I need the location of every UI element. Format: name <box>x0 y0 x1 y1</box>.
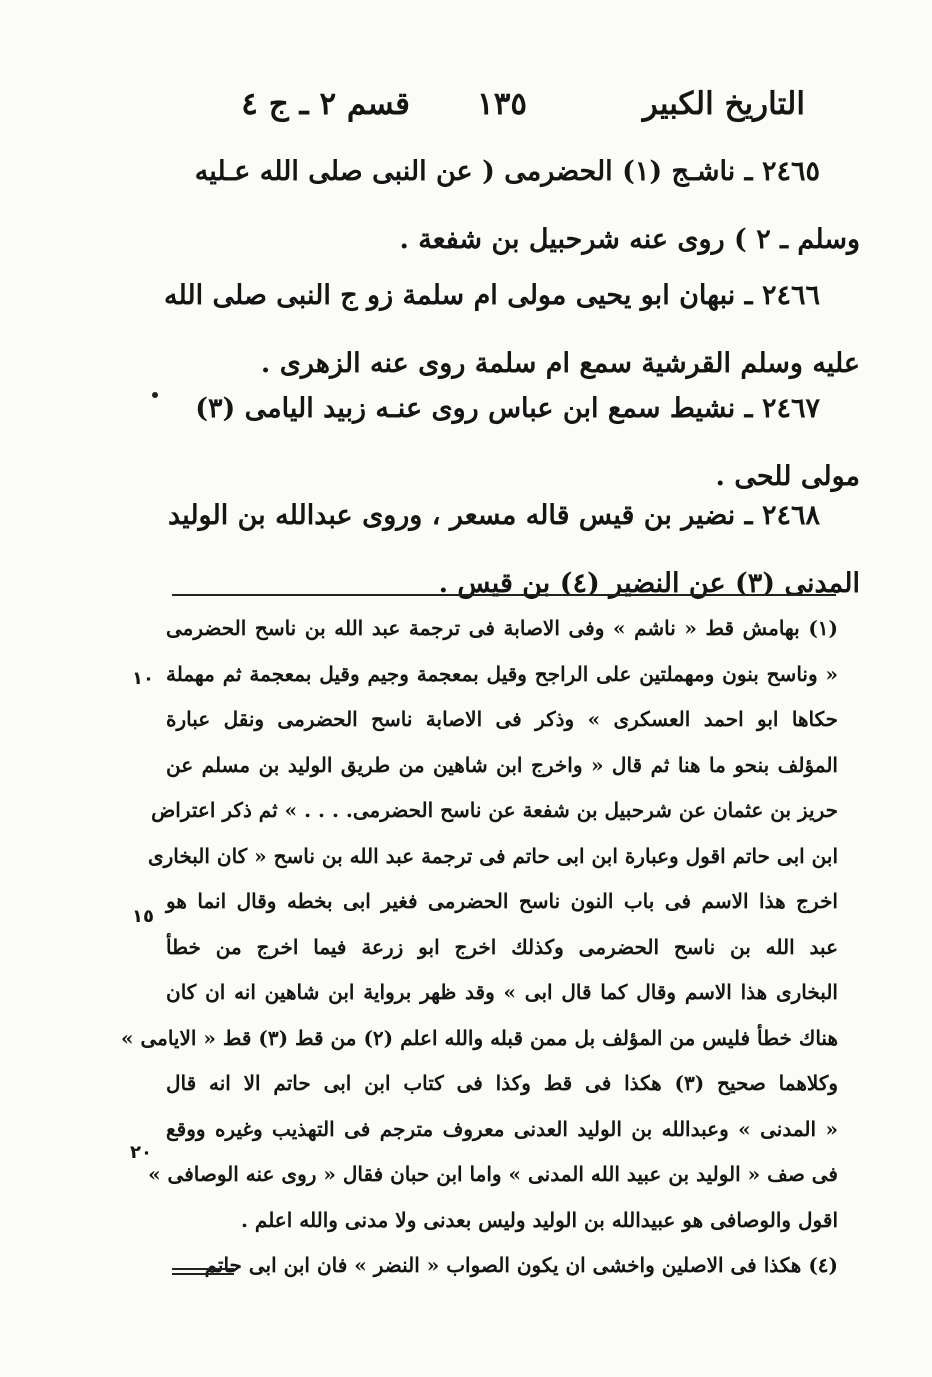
footnote-line: فى صف « الوليد بن عبيد الله المدنى » واما ابن حبان فقال « روى عنه الوصافى » <box>148 1162 838 1186</box>
entry-text: نبهان ابو يحيى مولى ام سلمة زو ج النبى صلى الله <box>163 280 736 311</box>
footnote-line: حكاها ابو احمد العسكرى » وذكر فى الاصابة ناسح الحضرمى ونقل عبارة <box>166 707 838 731</box>
book-title: التاريخ الكبير <box>642 86 805 122</box>
entry-line: ٢٤٦٥ ـ ناشـج (١) الحضرمى ( عن النبى صلى الله عـليه <box>194 156 820 187</box>
margin-line-number: ١٥ <box>132 906 154 927</box>
entry-line: وسلم ـ ٢ ) روى عنه شرحبيل بن شفعة . <box>399 224 860 255</box>
running-header <box>185 86 805 134</box>
footnote-line: « المدنى » وعبدالله بن الوليد العدنى معروف مترجم فى التهذيب وغيره ووقع <box>166 1116 838 1141</box>
entry-line: ٢٤٦٧ ـ نشيط سمع ابن عباس روى عنـه زبيد اليامى (٣) <box>195 393 820 424</box>
margin-dot <box>152 392 158 398</box>
footnote-line: اقول والوصافى هو عبيدالله بن الوليد وليس بعدنى ولا مدنى والله اعلم . <box>240 1207 838 1232</box>
footnote-line: البخارى هذا الاسم وقال كما قال ابى » وقد ظهر برواية ابن شاهين انه ان كان <box>166 980 838 1004</box>
entry-line: ٢٤٦٦ ـ نبهان ابو يحيى مولى ام سلمة زو ج النبى صلى الله <box>163 280 820 311</box>
entry-number: ٢٤٦٥ <box>761 156 820 187</box>
footnote-line: حريز بن عثمان عن شرحبيل بن شفعة عن ناسح الحضرمى. . . . » ثم ذكر اعتراض <box>151 798 838 822</box>
footnote-divider <box>172 594 836 596</box>
volume-label: قسم ٢ ـ ج ٤ <box>241 86 410 122</box>
entry-2468 <box>168 482 860 618</box>
footnote-line: (١) بهامش قط « ناشم » وفى الاصابة فى ترجمة عبد الله بن ناسح الحضرمى <box>166 616 838 640</box>
footnote-line: (٤) هكذا فى الاصلين واخشى ان يكون الصواب « النضر » فان ابن ابى حاتم <box>204 1253 838 1277</box>
footnote-line: وكلاهما صحيح (٣) هكذا فى قط وكذا فى كتاب ابن ابى حاتم الا انه قال <box>166 1071 839 1095</box>
entry-line: ٢٤٦٨ ـ نضير بن قيس قاله مسعر ، وروى عبدالله بن الوليد <box>168 500 820 531</box>
footnote-line: ابن ابى حاتم اقول وعبارة ابن ابى حاتم فى ترجمة عبد الله بن ناسح « كان البخارى <box>147 843 838 868</box>
entry-line: المدنى (٣) عن النضير (٤) بن قيس . <box>438 568 860 599</box>
entry-2465 <box>180 138 860 274</box>
footnote-line: هناك خطأ فليس من المؤلف بل ممن قبله والله اعلم (٢) من قط (٣) قط « الايامى » <box>120 1025 838 1050</box>
margin-line-number: ١٠ <box>132 668 154 689</box>
entry-number: ٢٤٦٧ <box>761 393 820 424</box>
footnote-line: عبد الله بن ناسح الحضرمى وكذلك اخرج ابو زرعة فيما اخرج من خطأ <box>166 934 838 959</box>
entry-text: ناشـج (١) الحضرمى ( عن النبى صلى الله عـليه <box>194 156 736 187</box>
entry-line: مولى للحى . <box>715 461 860 492</box>
continuation-mark <box>172 1268 234 1278</box>
footnote-line: اخرج هذا الاسم فى باب النون ناسح الحضرمى فغير ابى بخطه وقال انما هو <box>166 889 838 913</box>
entry-text: نشيط سمع ابن عباس روى عنـه زبيد اليامى (٣) <box>195 393 736 424</box>
entry-text: نضير بن قيس قاله مسعر ، وروى عبدالله بن الوليد <box>168 500 736 531</box>
entry-number: ٢٤٦٦ <box>761 280 820 311</box>
entry-line: عليه وسلم القرشية سمع ام سلمة روى عنه الزهرى . <box>260 348 860 379</box>
entry-number: ٢٤٦٨ <box>761 500 820 531</box>
footnote-line: المؤلف بنحو ما هنا ثم قال « واخرج ابن شاهين من طريق الوليد بن مسلم عن <box>166 752 838 777</box>
footnote-line: « وناسح بنون ومهملتين على الراجح وقيل بمعجمة وجيم وقيل بمعجمة ثم مهملة <box>166 661 838 686</box>
page-number: ١٣٥ <box>477 86 527 122</box>
margin-line-number: ٢٠ <box>130 1142 152 1163</box>
